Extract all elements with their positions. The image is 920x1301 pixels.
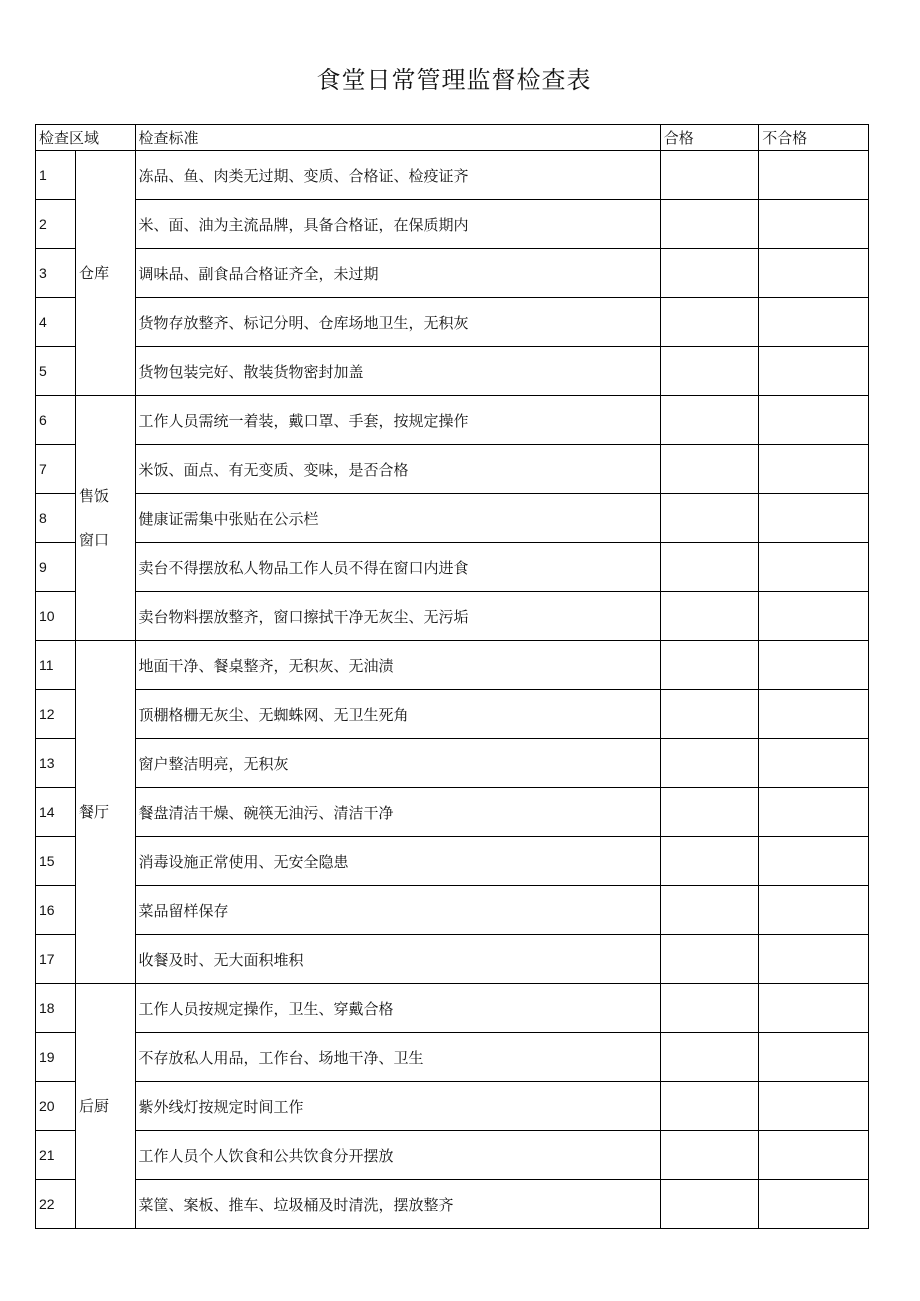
- standard-cell: 收餐及时、无大面积堆积: [135, 935, 660, 984]
- pass-checkbox-cell[interactable]: [660, 739, 758, 788]
- pass-checkbox-cell[interactable]: [660, 1180, 758, 1229]
- table-row: [36, 445, 869, 494]
- table-body: [36, 151, 869, 1229]
- table-row: [36, 347, 869, 396]
- fail-checkbox-cell[interactable]: [759, 298, 869, 347]
- pass-checkbox-cell[interactable]: [660, 1033, 758, 1082]
- table-row: [36, 641, 869, 690]
- standard-cell: 米、面、油为主流品牌，具备合格证，在保质期内: [135, 200, 660, 249]
- pass-checkbox-cell[interactable]: [660, 935, 758, 984]
- header-pass: 合格: [660, 125, 758, 151]
- standard-cell: 不存放私人用品，工作台、场地干净、卫生: [135, 1033, 660, 1082]
- inspection-table: [35, 124, 869, 1229]
- page-title: 食堂日常管理监督检查表: [316, 66, 592, 94]
- table-row: [36, 1131, 869, 1180]
- standard-cell: 货物存放整齐、标记分明、仓库场地卫生，无积灰: [135, 298, 660, 347]
- pass-checkbox-cell[interactable]: [660, 984, 758, 1033]
- row-number: 12: [36, 690, 76, 739]
- row-number: 7: [36, 445, 76, 494]
- standard-cell: 菜品留样保存: [135, 886, 660, 935]
- standard-cell: 米饭、面点、有无变质、变味，是否合格: [135, 445, 660, 494]
- area-label: 后厨: [79, 1097, 110, 1115]
- fail-checkbox-cell[interactable]: [759, 837, 869, 886]
- standard-cell: 工作人员需统一着装，戴口罩、手套，按规定操作: [135, 396, 660, 445]
- fail-checkbox-cell[interactable]: [759, 690, 869, 739]
- table-row: [36, 494, 869, 543]
- pass-checkbox-cell[interactable]: [660, 788, 758, 837]
- fail-checkbox-cell[interactable]: [759, 543, 869, 592]
- table-row: [36, 592, 869, 641]
- table-row: [36, 249, 869, 298]
- standard-cell: 调味品、副食品合格证齐全，未过期: [135, 249, 660, 298]
- row-number: 9: [36, 543, 76, 592]
- standard-cell: 货物包装完好、散装货物密封加盖: [135, 347, 660, 396]
- pass-checkbox-cell[interactable]: [660, 249, 758, 298]
- fail-checkbox-cell[interactable]: [759, 1033, 869, 1082]
- table-row: [36, 151, 869, 200]
- standard-cell: 冻品、鱼、肉类无过期、变质、合格证、检疫证齐: [135, 151, 660, 200]
- row-number: 6: [36, 396, 76, 445]
- row-number: 5: [36, 347, 76, 396]
- table-row: [36, 298, 869, 347]
- pass-checkbox-cell[interactable]: [660, 543, 758, 592]
- pass-checkbox-cell[interactable]: [660, 837, 758, 886]
- standard-cell: 工作人员按规定操作，卫生、穿戴合格: [135, 984, 660, 1033]
- header-row: [36, 125, 869, 151]
- table-row: [36, 984, 869, 1033]
- row-number: 19: [36, 1033, 76, 1082]
- area-cell: [76, 641, 136, 984]
- pass-checkbox-cell[interactable]: [660, 494, 758, 543]
- fail-checkbox-cell[interactable]: [759, 494, 869, 543]
- fail-checkbox-cell[interactable]: [759, 935, 869, 984]
- pass-checkbox-cell[interactable]: [660, 1082, 758, 1131]
- header-area: 检查区域: [36, 125, 136, 151]
- fail-checkbox-cell[interactable]: [759, 1082, 869, 1131]
- table-row: [36, 1033, 869, 1082]
- pass-checkbox-cell[interactable]: [660, 592, 758, 641]
- pass-checkbox-cell[interactable]: [660, 200, 758, 249]
- fail-checkbox-cell[interactable]: [759, 151, 869, 200]
- standard-cell: 卖台物料摆放整齐，窗口擦拭干净无灰尘、无污垢: [135, 592, 660, 641]
- header-fail: 不合格: [759, 125, 869, 151]
- area-label: 仓库: [79, 264, 110, 282]
- standard-cell: 顶棚格栅无灰尘、无蜘蛛网、无卫生死角: [135, 690, 660, 739]
- row-number: 4: [36, 298, 76, 347]
- row-number: 17: [36, 935, 76, 984]
- pass-checkbox-cell[interactable]: [660, 298, 758, 347]
- row-number: 1: [36, 151, 76, 200]
- fail-checkbox-cell[interactable]: [759, 886, 869, 935]
- area-cell: [76, 984, 136, 1229]
- pass-checkbox-cell[interactable]: [660, 690, 758, 739]
- row-number: 10: [36, 592, 76, 641]
- area-label: 窗口: [79, 531, 110, 549]
- pass-checkbox-cell[interactable]: [660, 886, 758, 935]
- row-number: 11: [36, 641, 76, 690]
- table-row: [36, 886, 869, 935]
- table-row: [36, 1180, 869, 1229]
- pass-checkbox-cell[interactable]: [660, 1131, 758, 1180]
- area-label: 售饭: [79, 487, 110, 505]
- table-row: [36, 543, 869, 592]
- fail-checkbox-cell[interactable]: [759, 445, 869, 494]
- area-cell: [76, 396, 136, 641]
- row-number: 21: [36, 1131, 76, 1180]
- pass-checkbox-cell[interactable]: [660, 396, 758, 445]
- fail-checkbox-cell[interactable]: [759, 200, 869, 249]
- header-standard: 检查标准: [135, 125, 660, 151]
- table-row: [36, 739, 869, 788]
- table-row: [36, 837, 869, 886]
- row-number: 18: [36, 984, 76, 1033]
- table-row: [36, 788, 869, 837]
- pass-checkbox-cell[interactable]: [660, 151, 758, 200]
- pass-checkbox-cell[interactable]: [660, 641, 758, 690]
- row-number: 22: [36, 1180, 76, 1229]
- row-number: 13: [36, 739, 76, 788]
- row-number: 14: [36, 788, 76, 837]
- standard-cell: 窗户整洁明亮，无积灰: [135, 739, 660, 788]
- standard-cell: 紫外线灯按规定时间工作: [135, 1082, 660, 1131]
- standard-cell: 消毒设施正常使用、无安全隐患: [135, 837, 660, 886]
- table-row: [36, 935, 869, 984]
- table-row: [36, 396, 869, 445]
- standard-cell: 餐盘清洁干燥、碗筷无油污、清洁干净: [135, 788, 660, 837]
- pass-checkbox-cell[interactable]: [660, 347, 758, 396]
- row-number: 3: [36, 249, 76, 298]
- row-number: 16: [36, 886, 76, 935]
- fail-checkbox-cell[interactable]: [759, 592, 869, 641]
- fail-checkbox-cell[interactable]: [759, 984, 869, 1033]
- table-row: [36, 1082, 869, 1131]
- standard-cell: 地面干净、餐桌整齐，无积灰、无油渍: [135, 641, 660, 690]
- standard-cell: 健康证需集中张贴在公示栏: [135, 494, 660, 543]
- fail-checkbox-cell[interactable]: [759, 788, 869, 837]
- row-number: 20: [36, 1082, 76, 1131]
- row-number: 2: [36, 200, 76, 249]
- standard-cell: 工作人员个人饮食和公共饮食分开摆放: [135, 1131, 660, 1180]
- table-row: [36, 690, 869, 739]
- fail-checkbox-cell[interactable]: [759, 249, 869, 298]
- area-cell: [76, 151, 136, 396]
- area-label: 餐厅: [79, 803, 110, 821]
- table-row: [36, 200, 869, 249]
- fail-checkbox-cell[interactable]: [759, 396, 869, 445]
- standard-cell: 卖台不得摆放私人物品工作人员不得在窗口内进食: [135, 543, 660, 592]
- fail-checkbox-cell[interactable]: [759, 641, 869, 690]
- pass-checkbox-cell[interactable]: [660, 445, 758, 494]
- fail-checkbox-cell[interactable]: [759, 1180, 869, 1229]
- fail-checkbox-cell[interactable]: [759, 347, 869, 396]
- row-number: 8: [36, 494, 76, 543]
- fail-checkbox-cell[interactable]: [759, 1131, 869, 1180]
- standard-cell: 菜筐、案板、推车、垃圾桶及时清洗，摆放整齐: [135, 1180, 660, 1229]
- row-number: 15: [36, 837, 76, 886]
- fail-checkbox-cell[interactable]: [759, 739, 869, 788]
